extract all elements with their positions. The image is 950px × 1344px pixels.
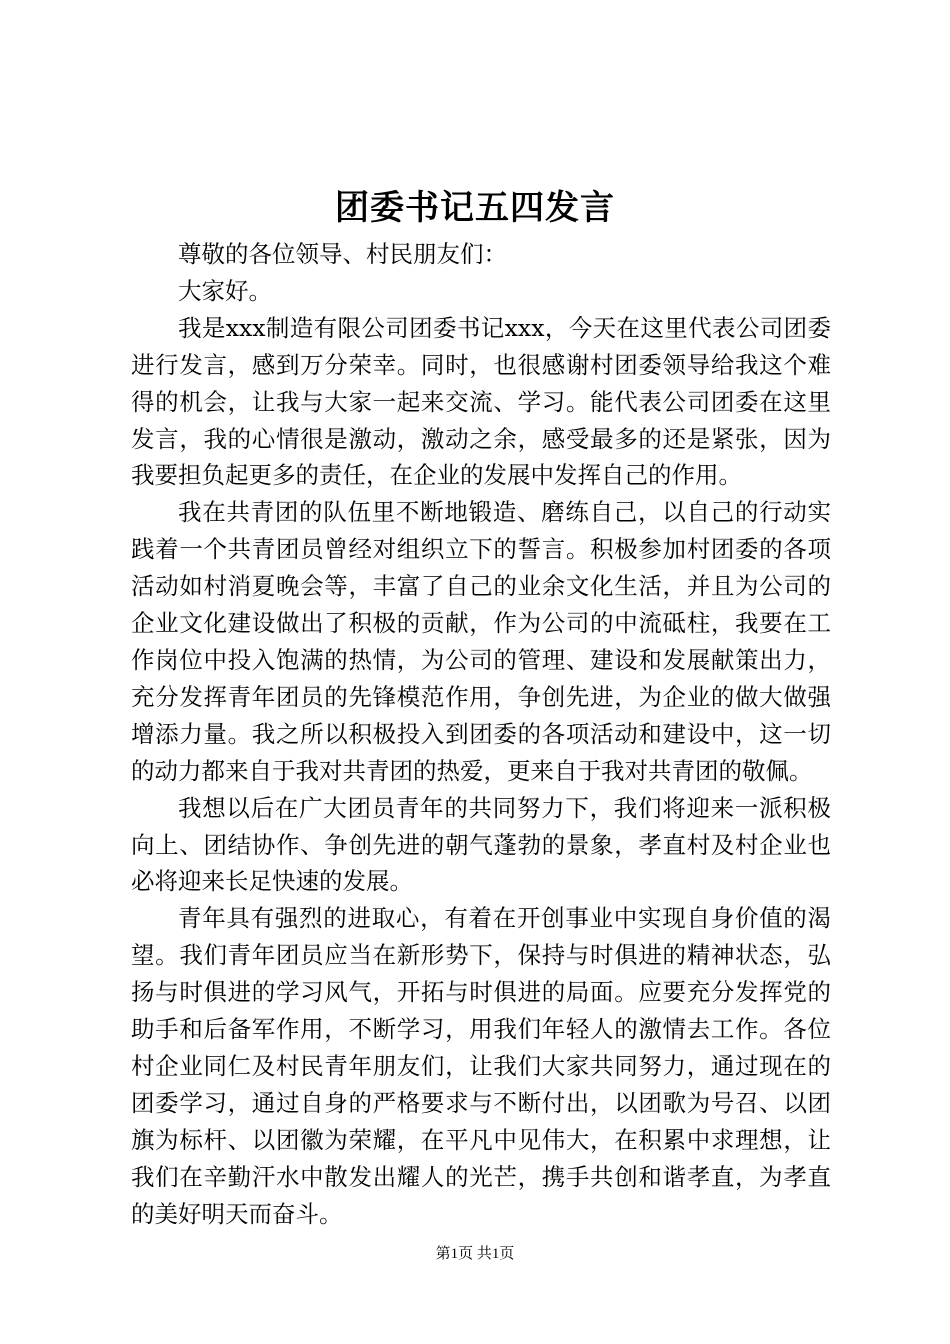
- body-paragraph: 青年具有强烈的进取心，有着在开创事业中实现自身价值的渴望。我们青年团员应当在新形势下，保持与时俱进的精神状态，弘扬与时俱进的学习风气，开拓与时俱进的局面。应要充分发挥党的助手和后备军作用，不断学习，用我们年轻人的激情去工作。各位村企业同仁及村民青年朋友们，让我们大家共同努力，通过现在的团委学习，通过自身的严格要求与不断付出，以团歌为号召、以团旗为标杆、以团徽为荣耀，在平凡中见伟大，在积累中求理想，让我们在辛勤汗水中散发出耀人的光芒，携手共创和谐孝直，为孝直的美好明天而奋斗。: [131, 904, 831, 1228]
- salutation: 尊敬的各位领导、村民朋友们：: [178, 240, 507, 268]
- document-body: [131, 236, 831, 1232]
- page-footer: 第1页 共1页: [435, 1246, 515, 1262]
- body-paragraph: 我在共青团的队伍里不断地锻造、磨练自己，以自己的行动实践着一个共青团员曾经对组织立下的誓言。积极参加村团委的各项活动如村消夏晚会等，丰富了自己的业余文化生活，并且为公司的企业文化建设做出了积极的贡献，作为公司的中流砥柱，我要在工作岗位中投入饱满的热情，为公司的管理、建设和发展献策出力，充分发挥青年团员的先锋模范作用，争创先进，为企业的做大做强增添力量。我之所以积极投入到团委的各项活动和建设中，这一切的动力都来自于我对共青团的热爱，更来自于我对共青团的敬佩。: [131, 498, 831, 785]
- greeting: 大家好。: [178, 276, 272, 305]
- body-paragraph: 我想以后在广大团员青年的共同努力下，我们将迎来一派积极向上、团结协作、争创先进的朝气蓬勃的景象，孝直村及村企业也必将迎来长足快速的发展。: [131, 793, 831, 896]
- body-paragraph: 我是xxx制造有限公司团委书记xxx，今天在这里代表公司团委进行发言，感到万分荣幸。同时，也很感谢村团委领导给我这个难得的机会，让我与大家一起来交流、学习。能代表公司团委在这里发言，我的心情很是激动，激动之余，感受最多的还是紧张，因为我要担负起更多的责任，在企业的发展中发挥自己的作用。: [131, 313, 831, 490]
- document-title: 团委书记五四发言: [335, 188, 615, 228]
